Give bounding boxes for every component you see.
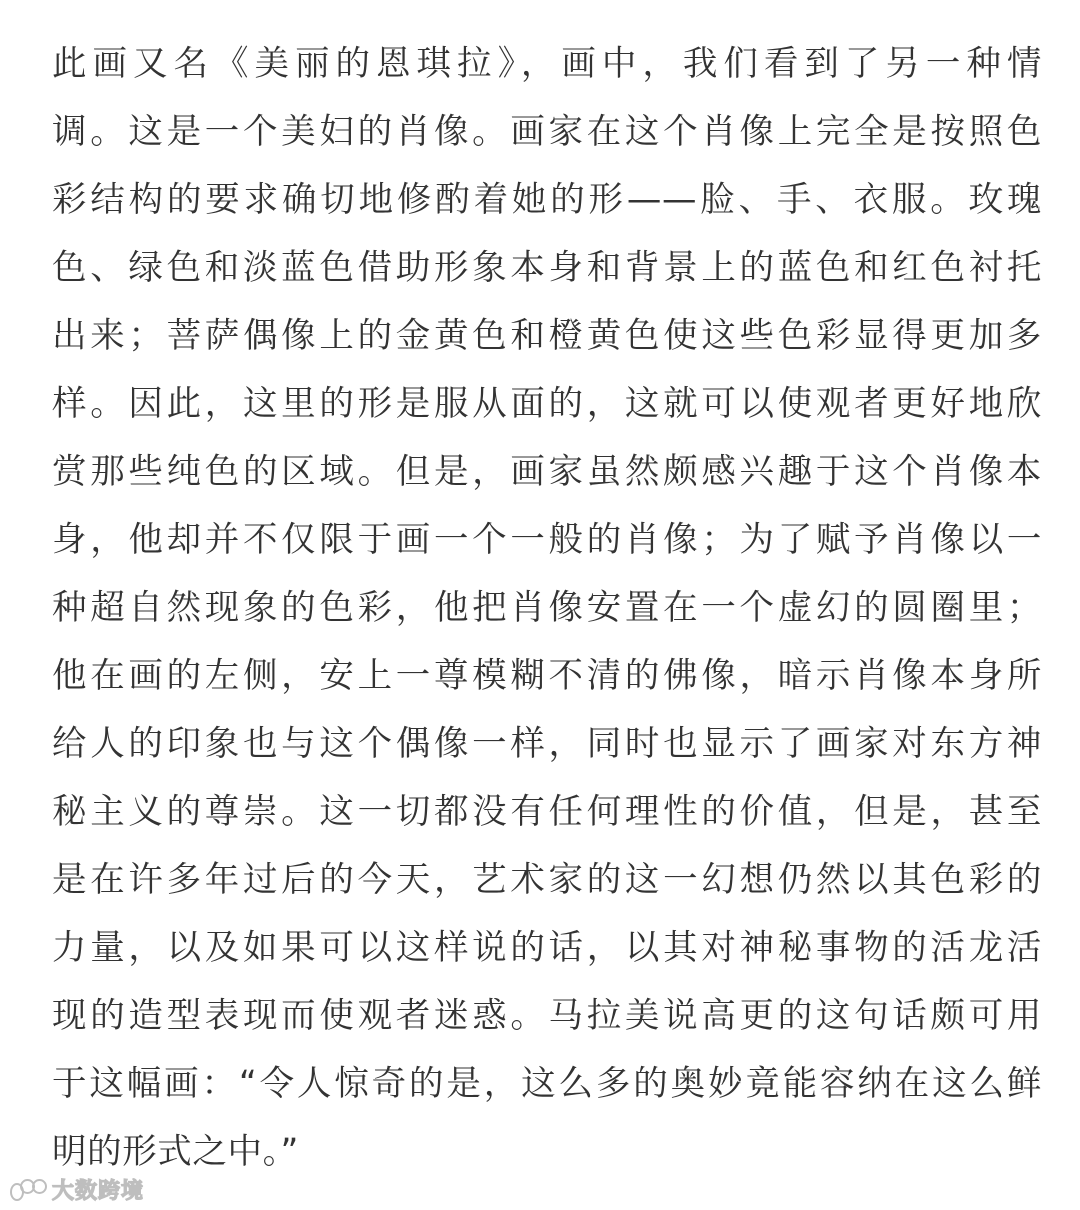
text-line-16: 于这幅画：“令人惊奇的是，这么多的奥妙竟能容纳在这么鲜: [52, 1064, 1042, 1104]
text-line-5: 出来；菩萨偶像上的金黄色和橙黄色使这些色彩显得更加多: [52, 316, 1042, 356]
text-line-17: 明的形式之中。”: [52, 1132, 299, 1172]
text-line-10: 他在画的左侧，安上一尊模糊不清的佛像，暗示肖像本身所: [52, 656, 1042, 696]
text-line-6: 样。因此，这里的形是服从面的，这就可以使观者更好地欣: [52, 384, 1042, 424]
article-text: [52, 30, 1042, 1186]
text-line-7: 赏那些纯色的区域。但是，画家虽然颇感兴趣于这个肖像本: [52, 452, 1042, 492]
watermark: [8, 1172, 144, 1206]
text-line-8: 身，他却并不仅限于画一个一般的肖像；为了赋予肖像以一: [52, 520, 1042, 560]
text-line-2: 调。这是一个美妇的肖像。画家在这个肖像上完全是按照色: [52, 112, 1042, 152]
watermark-text: 大数跨境: [52, 1178, 145, 1204]
text-line-4: 色、绿色和淡蓝色借助形象本身和背景上的蓝色和红色衬托: [52, 248, 1042, 288]
text-line-1: 此画又名《美丽的恩琪拉》，画中，我们看到了另一种情: [52, 44, 1042, 84]
text-line-13: 是在许多年过后的今天，艺术家的这一幻想仍然以其色彩的: [52, 860, 1042, 900]
text-line-11: 给人的印象也与这个偶像一样，同时也显示了画家对东方神: [52, 724, 1042, 764]
text-line-9: 种超自然现象的色彩，他把肖像安置在一个虚幻的圆圈里；: [52, 588, 1042, 628]
text-line-12: 秘主义的尊崇。这一切都没有任何理性的价值，但是，甚至: [52, 792, 1042, 832]
cloud-logo-icon: [8, 1177, 48, 1201]
text-line-15: 现的造型表现而使观者迷惑。马拉美说高更的这句话颇可用: [52, 996, 1042, 1036]
text-line-3: 彩结构的要求确切地修酌着她的形——脸、手、衣服。玫瑰: [52, 180, 1042, 220]
text-line-14: 力量，以及如果可以这样说的话，以其对神秘事物的活龙活: [52, 928, 1042, 968]
